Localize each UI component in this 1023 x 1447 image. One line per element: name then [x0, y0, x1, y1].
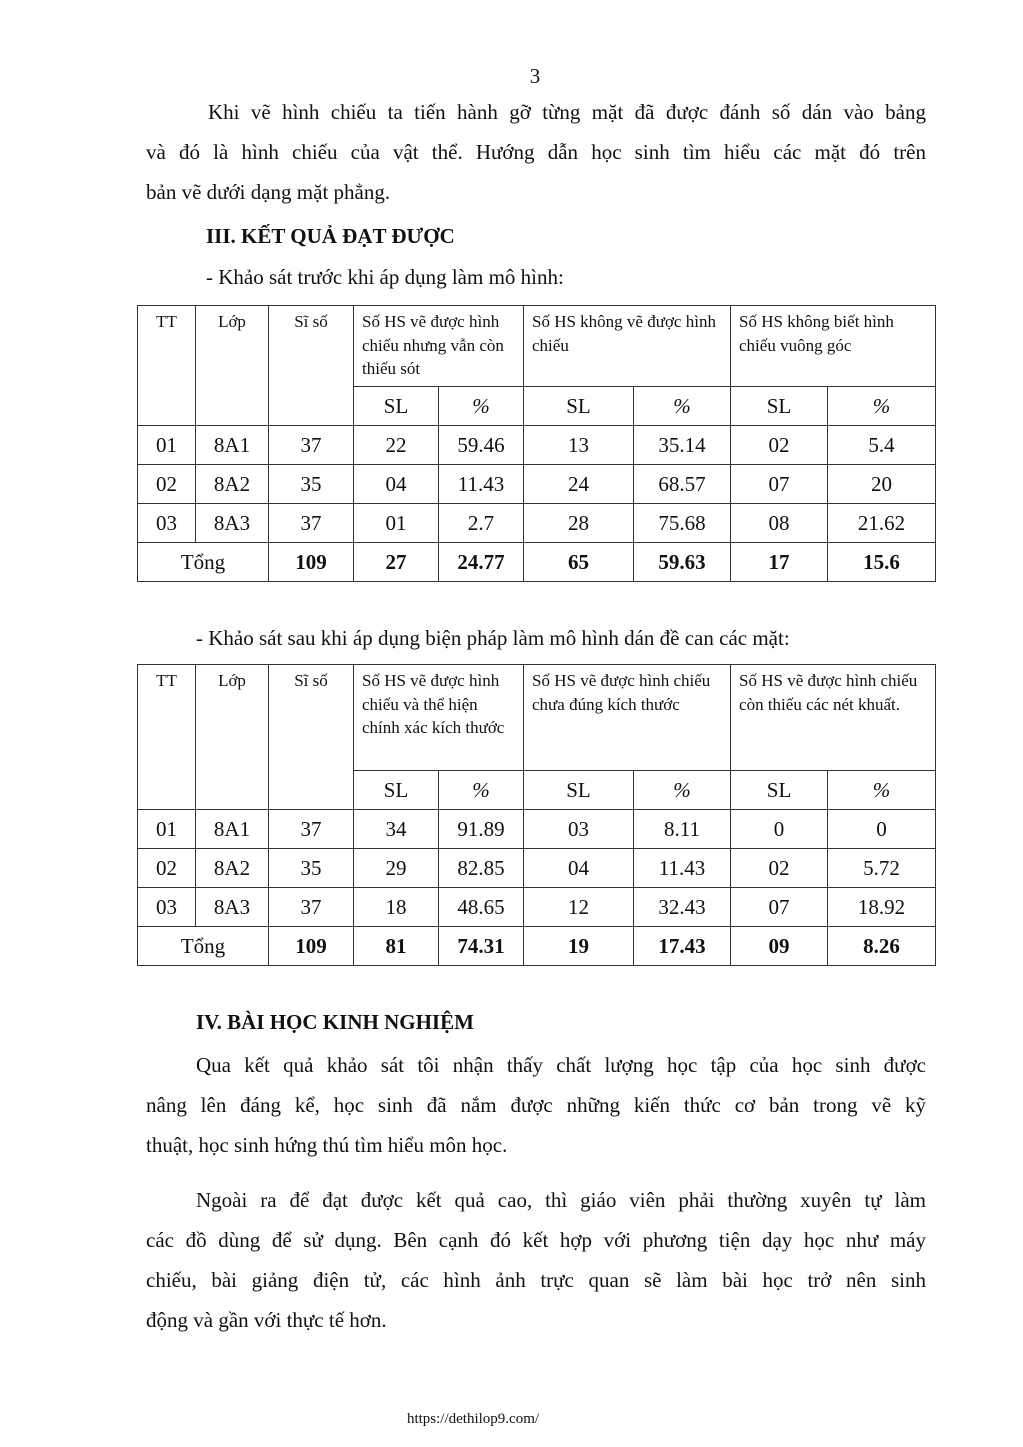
para1-line-2: nâng lên đáng kể, học sinh đã nắm được những kiến thức cơ bản trong vẽ kỹ [146, 1093, 926, 1117]
header-lop: Lớp [196, 665, 269, 810]
cell-pct-2: 8.11 [634, 810, 731, 849]
section-4-heading: IV. BÀI HỌC KINH NGHIỆM [196, 1010, 474, 1034]
cell-sl-3: 0 [731, 810, 828, 849]
header-group-2: Số HS không vẽ được hình chiếu [524, 306, 731, 387]
cell-pct-1: 2.7 [439, 504, 524, 543]
para2-line-4: động và gần với thực tế hơn. [146, 1308, 387, 1332]
table-total-row [138, 927, 936, 966]
header-pct: % [634, 387, 731, 426]
total-sl-1: 27 [354, 543, 439, 582]
total-sl-3: 09 [731, 927, 828, 966]
cell-si-so: 37 [269, 810, 354, 849]
total-sl-3: 17 [731, 543, 828, 582]
lessons-paragraph-2 [146, 1180, 926, 1340]
table-total-row [138, 543, 936, 582]
cell-sl-3: 02 [731, 426, 828, 465]
header-si-so: Sĩ số [269, 306, 354, 426]
para1-line-1: Qua kết quả khảo sát tôi nhận thấy chất lượng học tập của học sinh được [196, 1053, 926, 1077]
cell-lop: 8A1 [196, 426, 269, 465]
total-pct-2: 17.43 [634, 927, 731, 966]
cell-pct-3: 20 [828, 465, 936, 504]
total-si-so: 109 [269, 543, 354, 582]
cell-si-so: 37 [269, 504, 354, 543]
section-3-heading: III. KẾT QUẢ ĐẠT ĐƯỢC [206, 224, 455, 248]
cell-pct-3: 5.72 [828, 849, 936, 888]
cell-lop: 8A2 [196, 465, 269, 504]
cell-tt: 02 [138, 465, 196, 504]
total-pct-3: 15.6 [828, 543, 936, 582]
cell-sl-1: 34 [354, 810, 439, 849]
cell-sl-2: 24 [524, 465, 634, 504]
header-pct: % [828, 771, 936, 810]
table-row [138, 849, 936, 888]
intro-line-1: Khi vẽ hình chiếu ta tiến hành gỡ từng mặt đã được đánh số dán vào bảng [208, 100, 926, 124]
header-pct: % [634, 771, 731, 810]
cell-sl-1: 18 [354, 888, 439, 927]
cell-si-so: 37 [269, 888, 354, 927]
cell-sl-2: 28 [524, 504, 634, 543]
total-si-so: 109 [269, 927, 354, 966]
cell-pct-1: 48.65 [439, 888, 524, 927]
cell-pct-3: 18.92 [828, 888, 936, 927]
cell-si-so: 35 [269, 465, 354, 504]
header-sl: SL [524, 771, 634, 810]
survey-before-label: - Khảo sát trước khi áp dụng làm mô hình: [206, 265, 564, 289]
header-group-3: Số HS vẽ được hình chiếu còn thiếu các nét khuất. [731, 665, 936, 771]
lessons-paragraph-1 [146, 1045, 926, 1165]
header-group-1: Số HS vẽ được hình chiếu và thể hiện chính xác kích thước [354, 665, 524, 771]
footer-url: https://dethilop9.com/ [406, 1411, 540, 1427]
header-tt: TT [138, 306, 196, 426]
cell-lop: 8A1 [196, 810, 269, 849]
intro-line-3: bản vẽ dưới dạng mặt phẳng. [146, 180, 391, 204]
cell-tt: 03 [138, 888, 196, 927]
total-sl-2: 65 [524, 543, 634, 582]
total-label: Tổng [138, 927, 269, 966]
page-number: 3 [529, 64, 541, 88]
para1-line-3: thuật, học sinh hứng thú tìm hiểu môn học. [146, 1133, 508, 1157]
cell-pct-3: 21.62 [828, 504, 936, 543]
cell-lop: 8A2 [196, 849, 269, 888]
cell-si-so: 35 [269, 849, 354, 888]
cell-sl-3: 07 [731, 888, 828, 927]
total-pct-1: 74.31 [439, 927, 524, 966]
survey-after-label: - Khảo sát sau khi áp dụng biện pháp làm mô hình dán đề can các mặt: [196, 626, 790, 650]
total-sl-2: 19 [524, 927, 634, 966]
cell-tt: 02 [138, 849, 196, 888]
cell-pct-1: 91.89 [439, 810, 524, 849]
cell-sl-3: 07 [731, 465, 828, 504]
cell-sl-2: 04 [524, 849, 634, 888]
total-label: Tổng [138, 543, 269, 582]
cell-pct-2: 32.43 [634, 888, 731, 927]
total-pct-2: 59.63 [634, 543, 731, 582]
intro-line-2: và đó là hình chiếu của vật thể. Hướng dẫn học sinh tìm hiểu các mặt đó trên [146, 140, 926, 164]
header-sl: SL [354, 387, 439, 426]
header-group-2: Số HS vẽ được hình chiếu chưa đúng kích thước [524, 665, 731, 771]
cell-sl-1: 01 [354, 504, 439, 543]
cell-pct-1: 11.43 [439, 465, 524, 504]
total-sl-1: 81 [354, 927, 439, 966]
cell-sl-2: 13 [524, 426, 634, 465]
cell-sl-1: 22 [354, 426, 439, 465]
cell-pct-1: 82.85 [439, 849, 524, 888]
cell-lop: 8A3 [196, 888, 269, 927]
cell-lop: 8A3 [196, 504, 269, 543]
cell-si-so: 37 [269, 426, 354, 465]
cell-pct-3: 5.4 [828, 426, 936, 465]
header-si-so: Sĩ số [269, 665, 354, 810]
cell-sl-1: 29 [354, 849, 439, 888]
cell-pct-3: 0 [828, 810, 936, 849]
intro-paragraph [146, 92, 926, 212]
table-row [138, 810, 936, 849]
cell-pct-2: 35.14 [634, 426, 731, 465]
header-sl: SL [731, 387, 828, 426]
total-pct-1: 24.77 [439, 543, 524, 582]
table-row [138, 465, 936, 504]
header-group-3: Số HS không biết hình chiếu vuông góc [731, 306, 936, 387]
header-sl: SL [731, 771, 828, 810]
header-tt: TT [138, 665, 196, 810]
header-lop: Lớp [196, 306, 269, 426]
total-pct-3: 8.26 [828, 927, 936, 966]
cell-sl-2: 12 [524, 888, 634, 927]
cell-pct-2: 75.68 [634, 504, 731, 543]
cell-tt: 03 [138, 504, 196, 543]
header-group-1: Số HS vẽ được hình chiếu nhưng vẫn còn thiếu sót [354, 306, 524, 387]
cell-sl-2: 03 [524, 810, 634, 849]
cell-tt: 01 [138, 426, 196, 465]
cell-pct-1: 59.46 [439, 426, 524, 465]
table-row [138, 504, 936, 543]
para2-line-3: chiếu, bài giảng điện tử, các hình ảnh trực quan sẽ làm bài học trở nên sinh [146, 1268, 926, 1292]
header-pct: % [439, 771, 524, 810]
header-sl: SL [354, 771, 439, 810]
cell-pct-2: 68.57 [634, 465, 731, 504]
table-row [138, 426, 936, 465]
cell-sl-3: 02 [731, 849, 828, 888]
cell-sl-1: 04 [354, 465, 439, 504]
cell-pct-2: 11.43 [634, 849, 731, 888]
cell-tt: 01 [138, 810, 196, 849]
survey-after-table [137, 664, 936, 966]
header-pct: % [439, 387, 524, 426]
para2-line-2: các đồ dùng để sử dụng. Bên cạnh đó kết hợp với phương tiện dạy học như máy [146, 1228, 926, 1252]
para2-line-1: Ngoài ra để đạt được kết quả cao, thì giáo viên phải thường xuyên tự làm [196, 1188, 926, 1212]
table-row [138, 888, 936, 927]
header-pct: % [828, 387, 936, 426]
cell-sl-3: 08 [731, 504, 828, 543]
survey-before-table [137, 305, 936, 582]
header-sl: SL [524, 387, 634, 426]
